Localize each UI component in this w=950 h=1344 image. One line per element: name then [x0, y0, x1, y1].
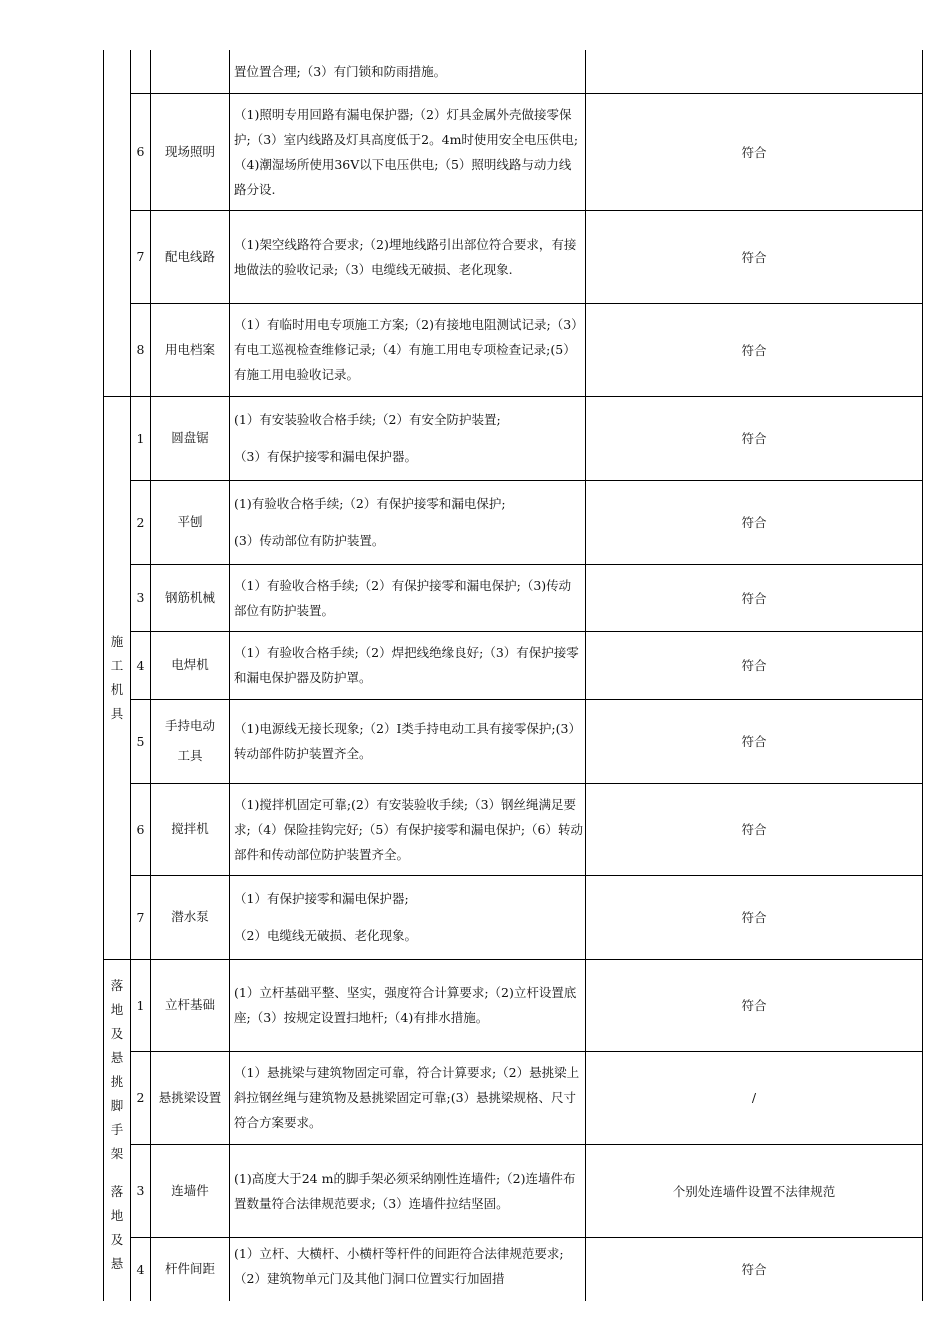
result-text	[586, 50, 923, 93]
table-row	[104, 699, 923, 783]
table-row	[104, 875, 923, 959]
table-row	[104, 50, 923, 93]
row-number: 7	[131, 210, 151, 303]
requirement-text: （1）有保护接零和漏电保护器; （2）电缆线无破损、老化现象。	[230, 875, 586, 959]
row-number: 7	[131, 875, 151, 959]
table-row	[104, 1051, 923, 1144]
item-name: 电焊机	[151, 631, 230, 699]
requirement-text: （1）有验收合格手续;（2）焊把线绝缘良好;（3）有保护接零和漏电保护器及防护罩。	[230, 631, 586, 699]
item-name: 搅拌机	[151, 783, 230, 875]
row-number: 1	[131, 396, 151, 480]
category-cell	[104, 50, 131, 396]
result-text: 符合	[586, 783, 923, 875]
table-row	[104, 631, 923, 699]
result-text: 符合	[586, 1237, 923, 1301]
table-row	[104, 303, 923, 396]
result-text: /	[586, 1051, 923, 1144]
table-row	[104, 783, 923, 875]
category-cell-machinery: 施 工 机 具	[104, 396, 131, 959]
requirement-text: (1）立杆、大横杆、小横杆等杆件的间距符合法律规范要求;（2）建筑物单元门及其他门洞口位置实行加固措	[230, 1237, 586, 1301]
inspection-table	[103, 50, 923, 1301]
requirement-text: (1）有安装验收合格手续;（2）有安全防护装置; （3）有保护接零和漏电保护器。	[230, 396, 586, 480]
result-text: 符合	[586, 875, 923, 959]
row-number: 1	[131, 959, 151, 1051]
result-text: 个别处连墙件设置不法律规范	[586, 1144, 923, 1237]
result-text: 符合	[586, 564, 923, 631]
table-row	[104, 480, 923, 564]
row-number: 5	[131, 699, 151, 783]
requirement-text: （1）有临时用电专项施工方案;（2)有接地电阻测试记录;（3）有电工巡视检查维修记录;（4）有施工用电专项检查记录;(5）有施工用电验收记录。	[230, 303, 586, 396]
requirement-text: （1)照明专用回路有漏电保护器;（2）灯具金属外壳做接零保护;（3）室内线路及灯具高度低于2。4m时使用安全电压供电;（4)潮湿场所使用36V以下电压供电;（5）照明线路与动力线路分设.	[230, 93, 586, 210]
item-name: 潜水泵	[151, 875, 230, 959]
item-name: 平刨	[151, 480, 230, 564]
table-row	[104, 210, 923, 303]
row-number: 6	[131, 783, 151, 875]
requirement-text: （1)电源线无接长现象;（2）Ⅰ类手持电动工具有接零保护;(3）转动部件防护装置齐全。	[230, 699, 586, 783]
requirement-text: (1)高度大于24 m的脚手架必须采纳刚性连墙件;（2)连墙件布置数量符合法律规范要求;（3）连墙件拉结坚固。	[230, 1144, 586, 1237]
item-name: 悬挑梁设置	[151, 1051, 230, 1144]
requirement-text: （1)架空线路符合要求;（2)埋地线路引出部位符合要求，有接地做法的验收记录;（3）电缆线无破损、老化现象.	[230, 210, 586, 303]
result-text: 符合	[586, 396, 923, 480]
result-text: 符合	[586, 480, 923, 564]
result-text: 符合	[586, 699, 923, 783]
row-number: 4	[131, 1237, 151, 1301]
requirement-text: （1）有验收合格手续;（2）有保护接零和漏电保护;（3)传动部位有防护装置。	[230, 564, 586, 631]
item-name: 杆件间距	[151, 1237, 230, 1301]
result-text: 符合	[586, 210, 923, 303]
row-number: 6	[131, 93, 151, 210]
item-name: 立杆基础	[151, 959, 230, 1051]
table-row	[104, 959, 923, 1051]
result-text: 符合	[586, 631, 923, 699]
table-row	[104, 1144, 923, 1237]
requirement-text: (1）立杆基础平整、坚实，强度符合计算要求;（2)立杆设置底座;（3）按规定设置扫地杆;（4)有排水措施。	[230, 959, 586, 1051]
item-name: 圆盘锯	[151, 396, 230, 480]
item-name: 手持电动 工具	[151, 699, 230, 783]
result-text: 符合	[586, 93, 923, 210]
row-number	[131, 50, 151, 93]
item-name	[151, 50, 230, 93]
item-name: 钢筋机械	[151, 564, 230, 631]
table-row	[104, 93, 923, 210]
row-number: 3	[131, 564, 151, 631]
table-row	[104, 1237, 923, 1301]
row-number: 2	[131, 1051, 151, 1144]
category-cell-scaffold: 落 地 及 悬 挑 脚 手 架 落 地 及 悬	[104, 959, 131, 1301]
table-row	[104, 396, 923, 480]
item-name: 用电档案	[151, 303, 230, 396]
requirement-text: 置位置合理;（3）有门锁和防雨措施。	[230, 50, 586, 93]
item-name: 连墙件	[151, 1144, 230, 1237]
row-number: 3	[131, 1144, 151, 1237]
item-name: 现场照明	[151, 93, 230, 210]
row-number: 2	[131, 480, 151, 564]
row-number: 4	[131, 631, 151, 699]
item-name: 配电线路	[151, 210, 230, 303]
row-number: 8	[131, 303, 151, 396]
requirement-text: （1)搅拌机固定可靠;(2）有安装验收手续;（3）钢丝绳满足要求;（4）保险挂钩完好;（5）有保护接零和漏电保护;（6）转动部件和传动部位防护装置齐全。	[230, 783, 586, 875]
table-row	[104, 564, 923, 631]
requirement-text: (1)有验收合格手续;（2）有保护接零和漏电保护; (3）传动部位有防护装置。	[230, 480, 586, 564]
result-text: 符合	[586, 303, 923, 396]
result-text: 符合	[586, 959, 923, 1051]
requirement-text: （1）悬挑梁与建筑物固定可靠，符合计算要求;（2）悬挑梁上斜拉钢丝绳与建筑物及悬挑梁固定可靠;(3）悬挑梁规格、尺寸符合方案要求。	[230, 1051, 586, 1144]
